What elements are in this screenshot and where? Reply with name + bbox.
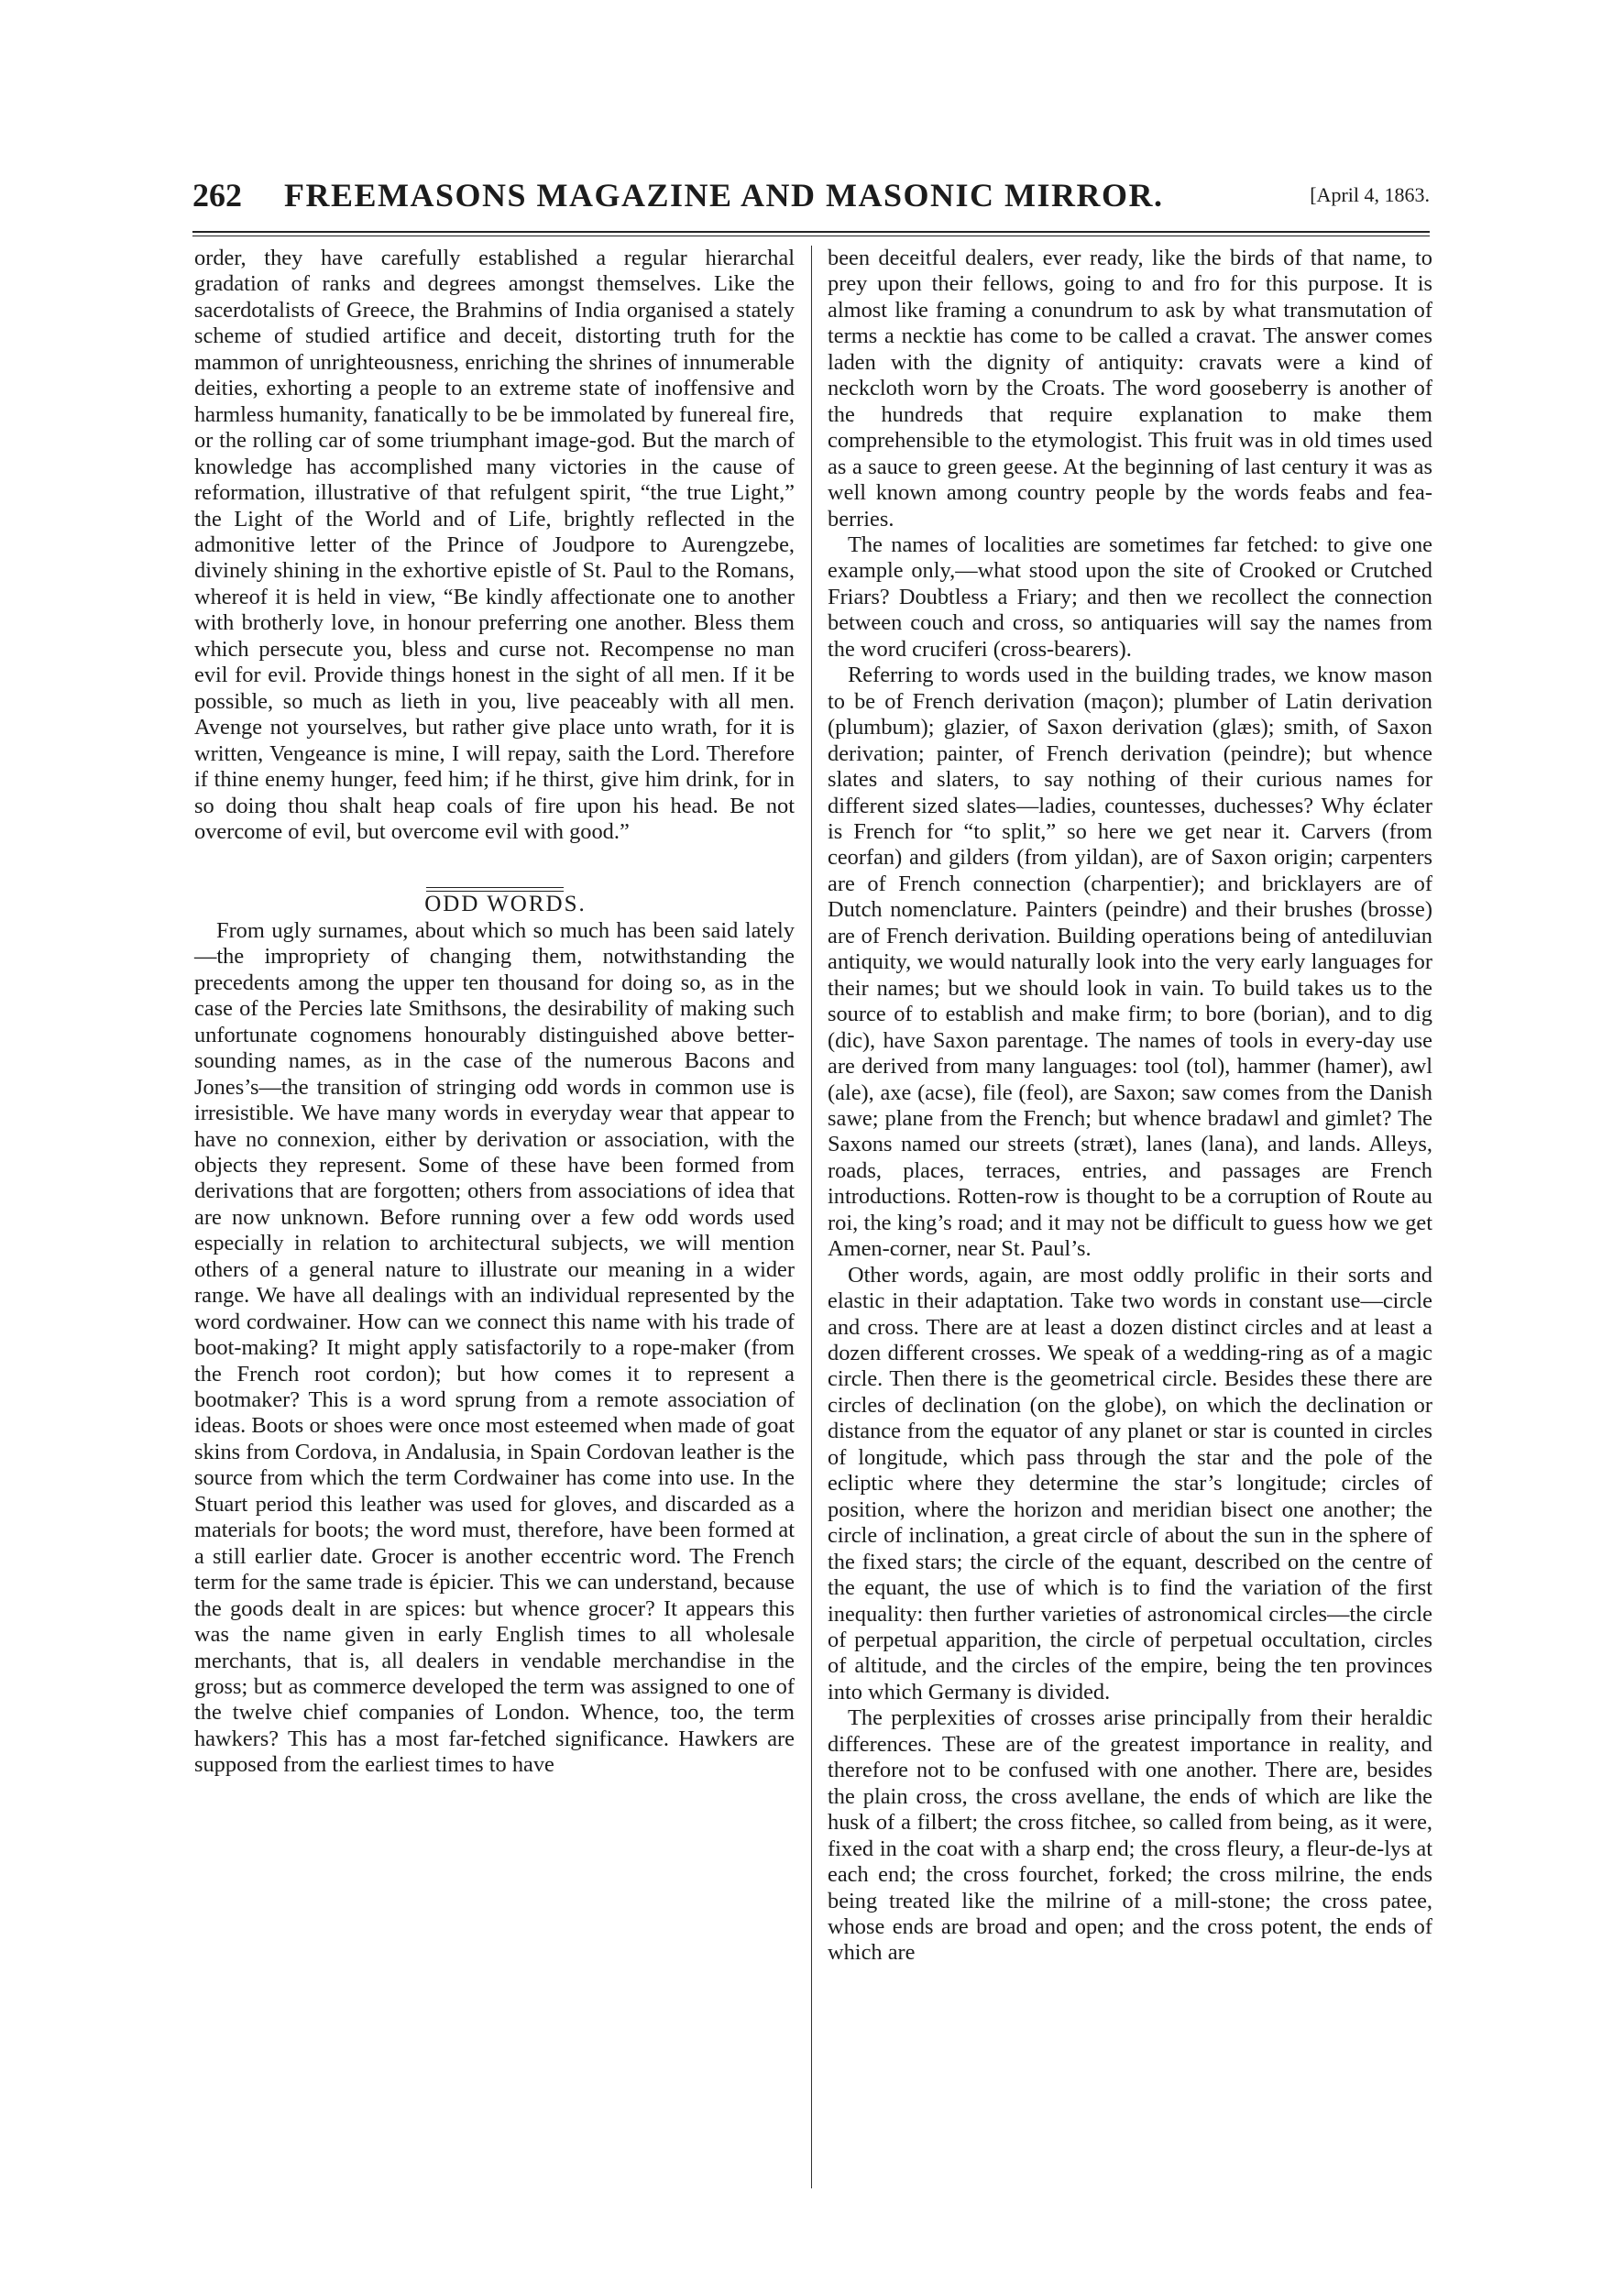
right-paragraph-circles: Other words, again, are most oddly prolific in their sorts and elastic in their adaptation. Take two words in constant use—circle and cross. There are at least a dozen distinct circles and at least a dozen different crosses. We speak of a wedding-ring as of a magic circle. Then there is the geometrical circle. Besides these there are circles of declination (on the globe), on which the declination or distance from the equator of any planet or star is counted in circles of longitude, which pass through the star and the pole of the ecliptic where they determine the star’s longitude; circles of position, where the horizon and meridian bisect one another; the circle of inclination, a great circle of about the sun in the sphere of the fixed stars; the circle of the equant, described on the centre of the equant, the use of which is to find the variation of the first inequality: then further varieties of astronomical circles—the circle of perpetual apparition, the circle of perpetual occultation, circles of altitude, and the circles of the empire, being the ten provinces into which Germany is divided. <box>828 1262 1432 1705</box>
column-divider <box>811 246 812 2188</box>
left-column <box>194 246 795 1779</box>
page-number: 262 <box>192 177 242 214</box>
right-paragraph-continued: been deceitful dealers, ever ready, like the birds of that name, to prey upon their fellows, going to and fro for this purpose. It is almost like framing a conundrum to ask by what transmutation of terms a necktie has come to be called a cravat. The answer comes laden with the dignity of antiquity: cravats were a kind of neckcloth worn by the Croats. The word gooseberry is another of the hundreds that require explanation to make them comprehensible to the etymologist. This fruit was in old times used as a sauce to green geese. At the beginning of last century it was as well known among country people by the words feabs and fea-berries. <box>828 246 1432 532</box>
right-paragraph-building-trades: Referring to words used in the building trades, we know mason to be of French derivation (maçon); plumber of Latin derivation (plumbum); glazier, of Saxon derivation (glæs); smith, of Saxon derivation; painter, of French derivation (peindre); but whence slates and slaters, to say nothing of their curious names for different sized slates—ladies, countesses, duchesses? Why éclater is French for “to split,” so here we get near it. Carvers (from ceorfan) and gilders (from yildan), are of Saxon origin; carpenters are of French connection (charpentier); and bricklayers are of Dutch nomenclature. Painters (peindre) and their brushes (brosse) are of French derivation. Building operations being of antediluvian antiquity, we would naturally look into the very early languages for their names; but we should look in vain. To build takes us to the source of to establish and make firm; to bore (borian), and to dig (dic), have Saxon parentage. The names of tools in every-day use are derived from many languages: tool (tol), hammer (hamer), awl (ale), axe (acse), file (feol), are Saxon; saw comes from the Danish sawe; plane from the French; but whence bradawl and gimlet? The Saxons named our streets (stræt), lanes (lana), and lands. Alleys, roads, places, terraces, entries, and passages are French introductions. Rotten-row is thought to be a corruption of Route au roi, the king’s road; and it may not be difficult to guess how we get Amen-corner, near St. Paul’s. <box>828 663 1432 1262</box>
left-paragraph: From ugly surnames, about which so much has been said lately—the impropriety of changing them, notwithstanding the precedents among the upper ten thousand for doing so, as in the case of the Percies late Smithsons, the desirability of making such unfortunate cognomens honourably distinguished above better-sounding names, as in the case of the numerous Bacons and Jones’s—the transition of stringing odd words in common use is irresistible. We have many words in everyday wear that appear to have no connexion, either by derivation or association, with the objects they represent. Some of these have been formed from derivations that are forgotten; others from associations of idea that are now unknown. Before running over a few odd words used especially in relation to architectural subjects, we will mention others of a general nature to illustrate our meaning in a wider range. We have all dealings with an individual represented by the word cordwainer. How can we connect this name with his trade of boot-making? It might apply satisfactorily to a rope-maker (from the French root cordon); but how comes it to represent a bootmaker? This is a word sprung from a remote association of ideas. Boots or shoes were once most esteemed when made of goat skins from Cordova, in Andalusia, in Spain Cordovan leather is the source from which the term Cordwainer has come into use. In the Stuart period this leather was used for gloves, and discarded as a materials for boots; the word must, therefore, have been formed at a still earlier date. Grocer is another eccentric word. The French term for the same trade is épicier. This we can understand, because the goods dealt in are spices: but whence grocer? It appears this was the name given in early English times to all wholesale merchants, that is, all dealers in vendable merchandise in the gross; but as commerce developed the term was assigned to one of the twelve chief companies of London. Whence, too, the term hawkers? This has a most far-fetched significance. Hawkers are supposed from the earliest times to have <box>194 917 795 1778</box>
publication-title: FREEMASONS MAGAZINE AND MASONIC MIRROR. <box>284 177 1164 214</box>
issue-date: [April 4, 1863. <box>1310 183 1430 206</box>
right-paragraph-crosses: The perplexities of crosses arise principally from their heraldic differences. These are of the greatest importance in reality, and therefore not to be confused with one another. There are, besides the plain cross, the cross avellane, the ends of which are like the husk of a filbert; the cross fitchee, so called from being, as it were, fixed in the coat with a sharp end; the cross fleury, a fleur-de-lys at each end; the cross fourchet, forked; the cross milrine, the ends being treated like the milrine of a mill-stone; the cross patee, whose ends are broad and open; and the cross potent, the ends of which are <box>828 1705 1432 1966</box>
right-column <box>828 246 1432 1967</box>
right-paragraph-localities: The names of localities are sometimes far fetched: to give one example only,—what stood upon the site of Crooked or Crutched Friars? Doubtless a Friary; and then we recollect the connection between couch and cross, so antiquaries will say the names from the word cruciferi (cross-bearers). <box>828 532 1432 662</box>
header-rule <box>192 231 1430 236</box>
section-heading: ODD WORDS. <box>424 892 587 917</box>
left-paragraph-continued: order, they have carefully established a regular hierarchal gradation of ranks and degrees amongst themselves. Like the sacerdotalists of Greece, the Brahmins of India organised a stately scheme of studied artifice and deceit, distorting truth for the mammon of unrighteousness, enriching the shrines of innumerable deities, exhorting a people to an extreme state of inoffensive and harmless humanity, fanatically to be be immolated by funereal fire, or the rolling car of some triumphant image-god. But the march of knowledge has accomplished many victories in the cause of reformation, illustrative of that refulgent spirit, “the true Light,” the Light of the World and of Life, brightly reflected in the admonitive letter of the Prince of Joudpore to Aurengzebe, divinely shining in the exhortive epistle of St. Paul to the Romans, whereof it is held in view, “Be kindly affectionate one to another with brotherly love, in honour preferring one another. Bless them which persecute you, bless and curse not. Recompense no man evil for evil. Provide things honest in the sight of all men. If it be possible, so much as lieth in you, live peaceably with all men. Avenge not yourselves, but rather give place unto wrath, for it is written, Vengeance is mine, I will repay, saith the Lord. Therefore if thine enemy hunger, feed him; if he thirst, give him drink, for in so doing thou shalt heap coals of fire upon his head. Be not overcome of evil, but overcome evil with good.” <box>194 246 795 844</box>
page-header <box>192 176 1430 222</box>
